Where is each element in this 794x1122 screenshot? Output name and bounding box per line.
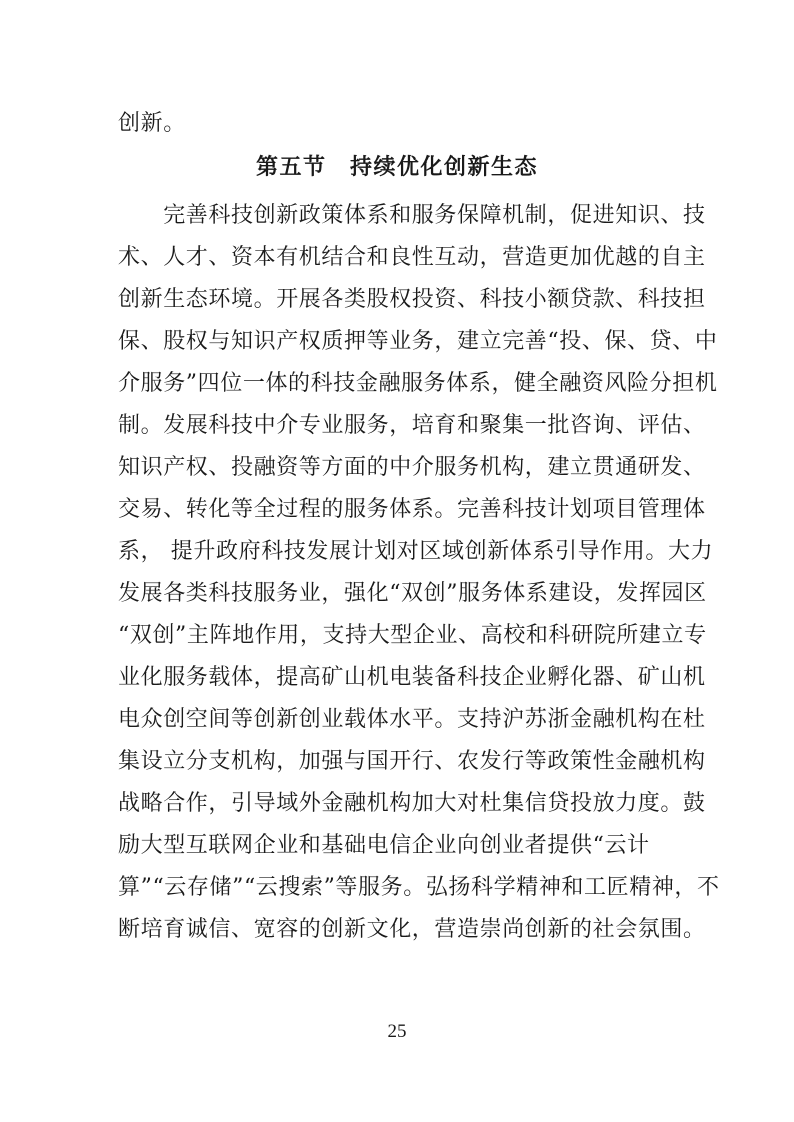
section-title: 第五节 持续优化创新生态 — [255, 155, 538, 180]
paragraph-line: 励大型互联网企业和基础电信企业向创业者提供“云计 — [118, 833, 650, 858]
paragraph-line: 交易、转化等全过程的服务体系。完善科技计划项目管理体 — [118, 497, 706, 522]
paragraph-line: 保、股权与知识产权质押等业务，建立完善“投、保、贷、中 — [118, 329, 718, 354]
paragraph-line: 系， 提升政府科技发展计划对区域创新体系引导作用。大力 — [118, 539, 714, 564]
paragraph-line: “双创”主阵地作用，支持大型企业、高校和科研院所建立专 — [118, 623, 707, 648]
paragraph-line: 完善科技创新政策体系和服务保障机制，促进知识、技 — [118, 203, 706, 228]
paragraph-line: 介服务”四位一体的科技金融服务体系，健全融资风险分担机 — [118, 371, 718, 396]
page-number: 25 — [387, 1021, 407, 1042]
paragraph-line: 制。发展科技中介专业服务，培育和聚集一批咨询、评估、 — [118, 413, 706, 438]
paragraph-line: 集设立分支机构，加强与国开行、农发行等政策性金融机构 — [118, 749, 706, 774]
paragraph-line: 创新生态环境。开展各类股权投资、科技小额贷款、科技担 — [118, 287, 706, 312]
paragraph-line: 算”“云存储”“云搜索”等服务。弘扬科学精神和工匠精神，不 — [118, 875, 720, 900]
paragraph-line: 知识产权、投融资等方面的中介服务机构，建立贯通研发、 — [118, 455, 706, 480]
paragraph-line: 发展各类科技服务业，强化“双创”服务体系建设，发挥园区 — [118, 581, 707, 606]
carryover-text: 创新。 — [118, 111, 186, 136]
paragraph-line: 战略合作，引导域外金融机构加大对杜集信贷投放力度。鼓 — [118, 791, 706, 816]
paragraph-line: 断培育诚信、宽容的创新文化，营造崇尚创新的社会氛围。 — [118, 917, 706, 942]
paragraph-line: 电众创空间等创新创业载体水平。支持沪苏浙金融机构在杜 — [118, 707, 706, 732]
paragraph-line: 业化服务载体，提高矿山机电装备科技企业孵化器、矿山机 — [118, 665, 706, 690]
paragraph-line: 术、人才、资本有机结合和良性互动，营造更加优越的自主 — [118, 245, 706, 270]
